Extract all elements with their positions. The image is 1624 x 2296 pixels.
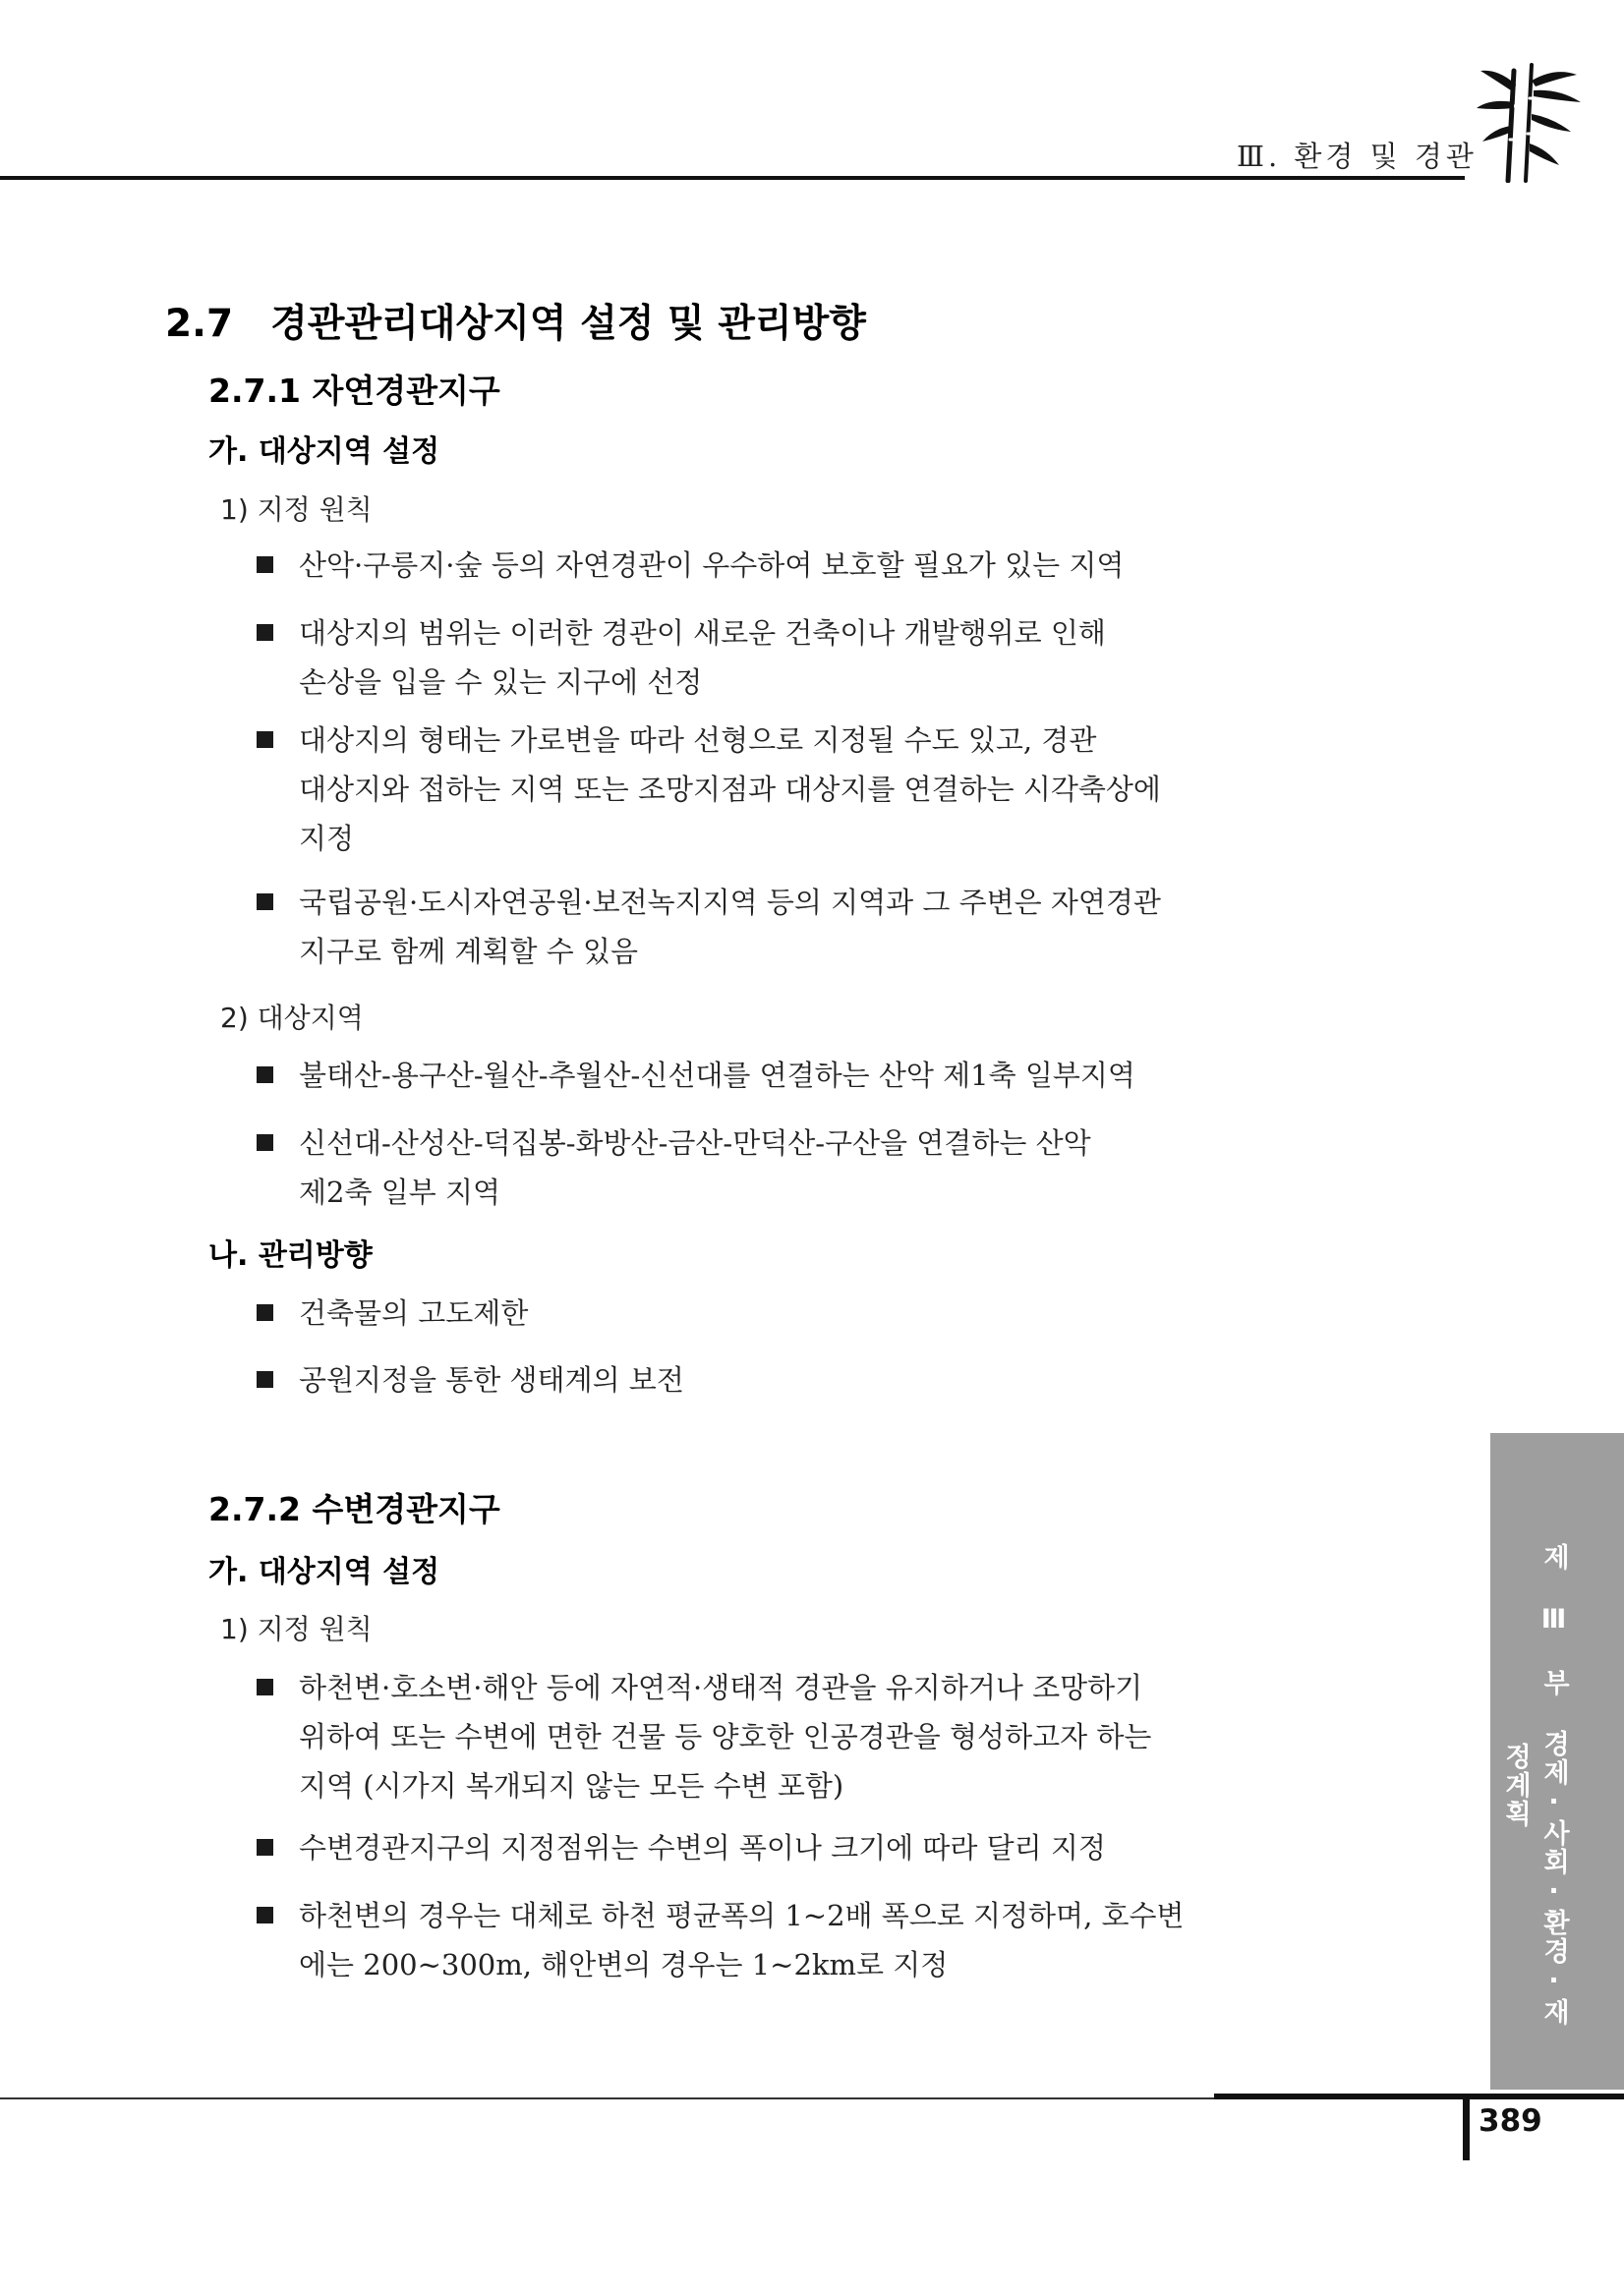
bullet-square-icon: [257, 731, 273, 748]
bullet-square-icon: [257, 1134, 273, 1151]
list-item: 신선대-산성산-덕집봉-화방산-금산-만덕산-구산을 연결하는 산악 제2축 일부 지역: [299, 1126, 1091, 1209]
page-number-divider: [1463, 2094, 1470, 2160]
subsection-title-waterfront: 2.7.2 수변경관지구: [208, 1490, 500, 1528]
list-item: 대상지의 범위는 이러한 경관이 새로운 건축이나 개발행위로 인해 손상을 입을 수 있는 지구에 선정: [299, 616, 1106, 699]
page-number: 389: [1479, 2103, 1542, 2139]
footer-rule-accent: [1214, 2094, 1624, 2099]
bullet-square-icon: [257, 1907, 273, 1923]
bullet-square-icon: [257, 1839, 273, 1856]
list-item: 공원지정을 통한 생태계의 보전: [299, 1363, 684, 1397]
list-item: 하천변의 경우는 대체로 하천 평균폭의 1~2배 폭으로 지정하며, 호수변 에는 200~300m, 해안변의 경우는 1~2km로 지정: [299, 1899, 1185, 1981]
bullet-square-icon: [257, 1371, 273, 1388]
section-title: [165, 293, 866, 348]
running-header-chapter: Ⅲ. 환경 및 경관: [1237, 140, 1478, 173]
header-rule: [0, 176, 1465, 180]
side-chapter-tab-label: 제 Ⅲ 부 경제·사회·환경·재정계획: [1500, 1543, 1569, 2027]
heading-ga-target-area: 가. 대상지역 설정: [208, 1555, 440, 1589]
bullet-square-icon: [257, 1304, 273, 1321]
list-item: 하천변·호소변·해안 등에 자연적·생태적 경관을 유지하거나 조망하기 위하여 또는 수변에 면한 건물 등 양호한 인공경관을 형성하고자 하는 지역 (시가지 복개되지 않는 모든 수변 포함): [299, 1671, 1152, 1803]
bullet-square-icon: [257, 1679, 273, 1695]
subsection-title-natural: 2.7.1 자연경관지구: [208, 372, 500, 410]
list-item: 불태산-용구산-월산-추월산-신선대를 연결하는 산악 제1축 일부지역: [299, 1059, 1135, 1092]
bullet-square-icon: [257, 893, 273, 910]
bamboo-icon: [1475, 63, 1583, 183]
list-item: 수변경관지구의 지정점위는 수변의 폭이나 크기에 따라 달리 지정: [299, 1831, 1106, 1865]
list-item: 산악·구릉지·숲 등의 자연경관이 우수하여 보호할 필요가 있는 지역: [299, 548, 1125, 582]
bullet-square-icon: [257, 556, 273, 573]
heading-target-area: 2) 대상지역: [220, 1002, 364, 1034]
bullet-square-icon: [257, 1066, 273, 1083]
heading-na-management: 나. 관리방향: [208, 1238, 373, 1273]
heading-designation-principle: 1) 지정 원칙: [220, 1613, 373, 1645]
heading-designation-principle: 1) 지정 원칙: [220, 493, 373, 526]
bullet-square-icon: [257, 624, 273, 641]
list-item: 건축물의 고도제한: [299, 1296, 529, 1330]
list-item: 국립공원·도시자연공원·보전녹지지역 등의 지역과 그 주변은 자연경관 지구로 함께 계획할 수 있음: [299, 886, 1161, 968]
heading-ga-target-area: 가. 대상지역 설정: [208, 434, 440, 469]
list-item: 대상지의 형태는 가로변을 따라 선형으로 지정될 수도 있고, 경관 대상지와 접하는 지역 또는 조망지점과 대상지를 연결하는 시각축상에 지정: [299, 723, 1161, 855]
footer-rule: [0, 2097, 1214, 2099]
side-chapter-tab: [1490, 1433, 1624, 2090]
section-number: 2.7: [165, 302, 234, 346]
section-title-text: 경관관리대상지역 설정 및 관리방향: [270, 302, 866, 346]
